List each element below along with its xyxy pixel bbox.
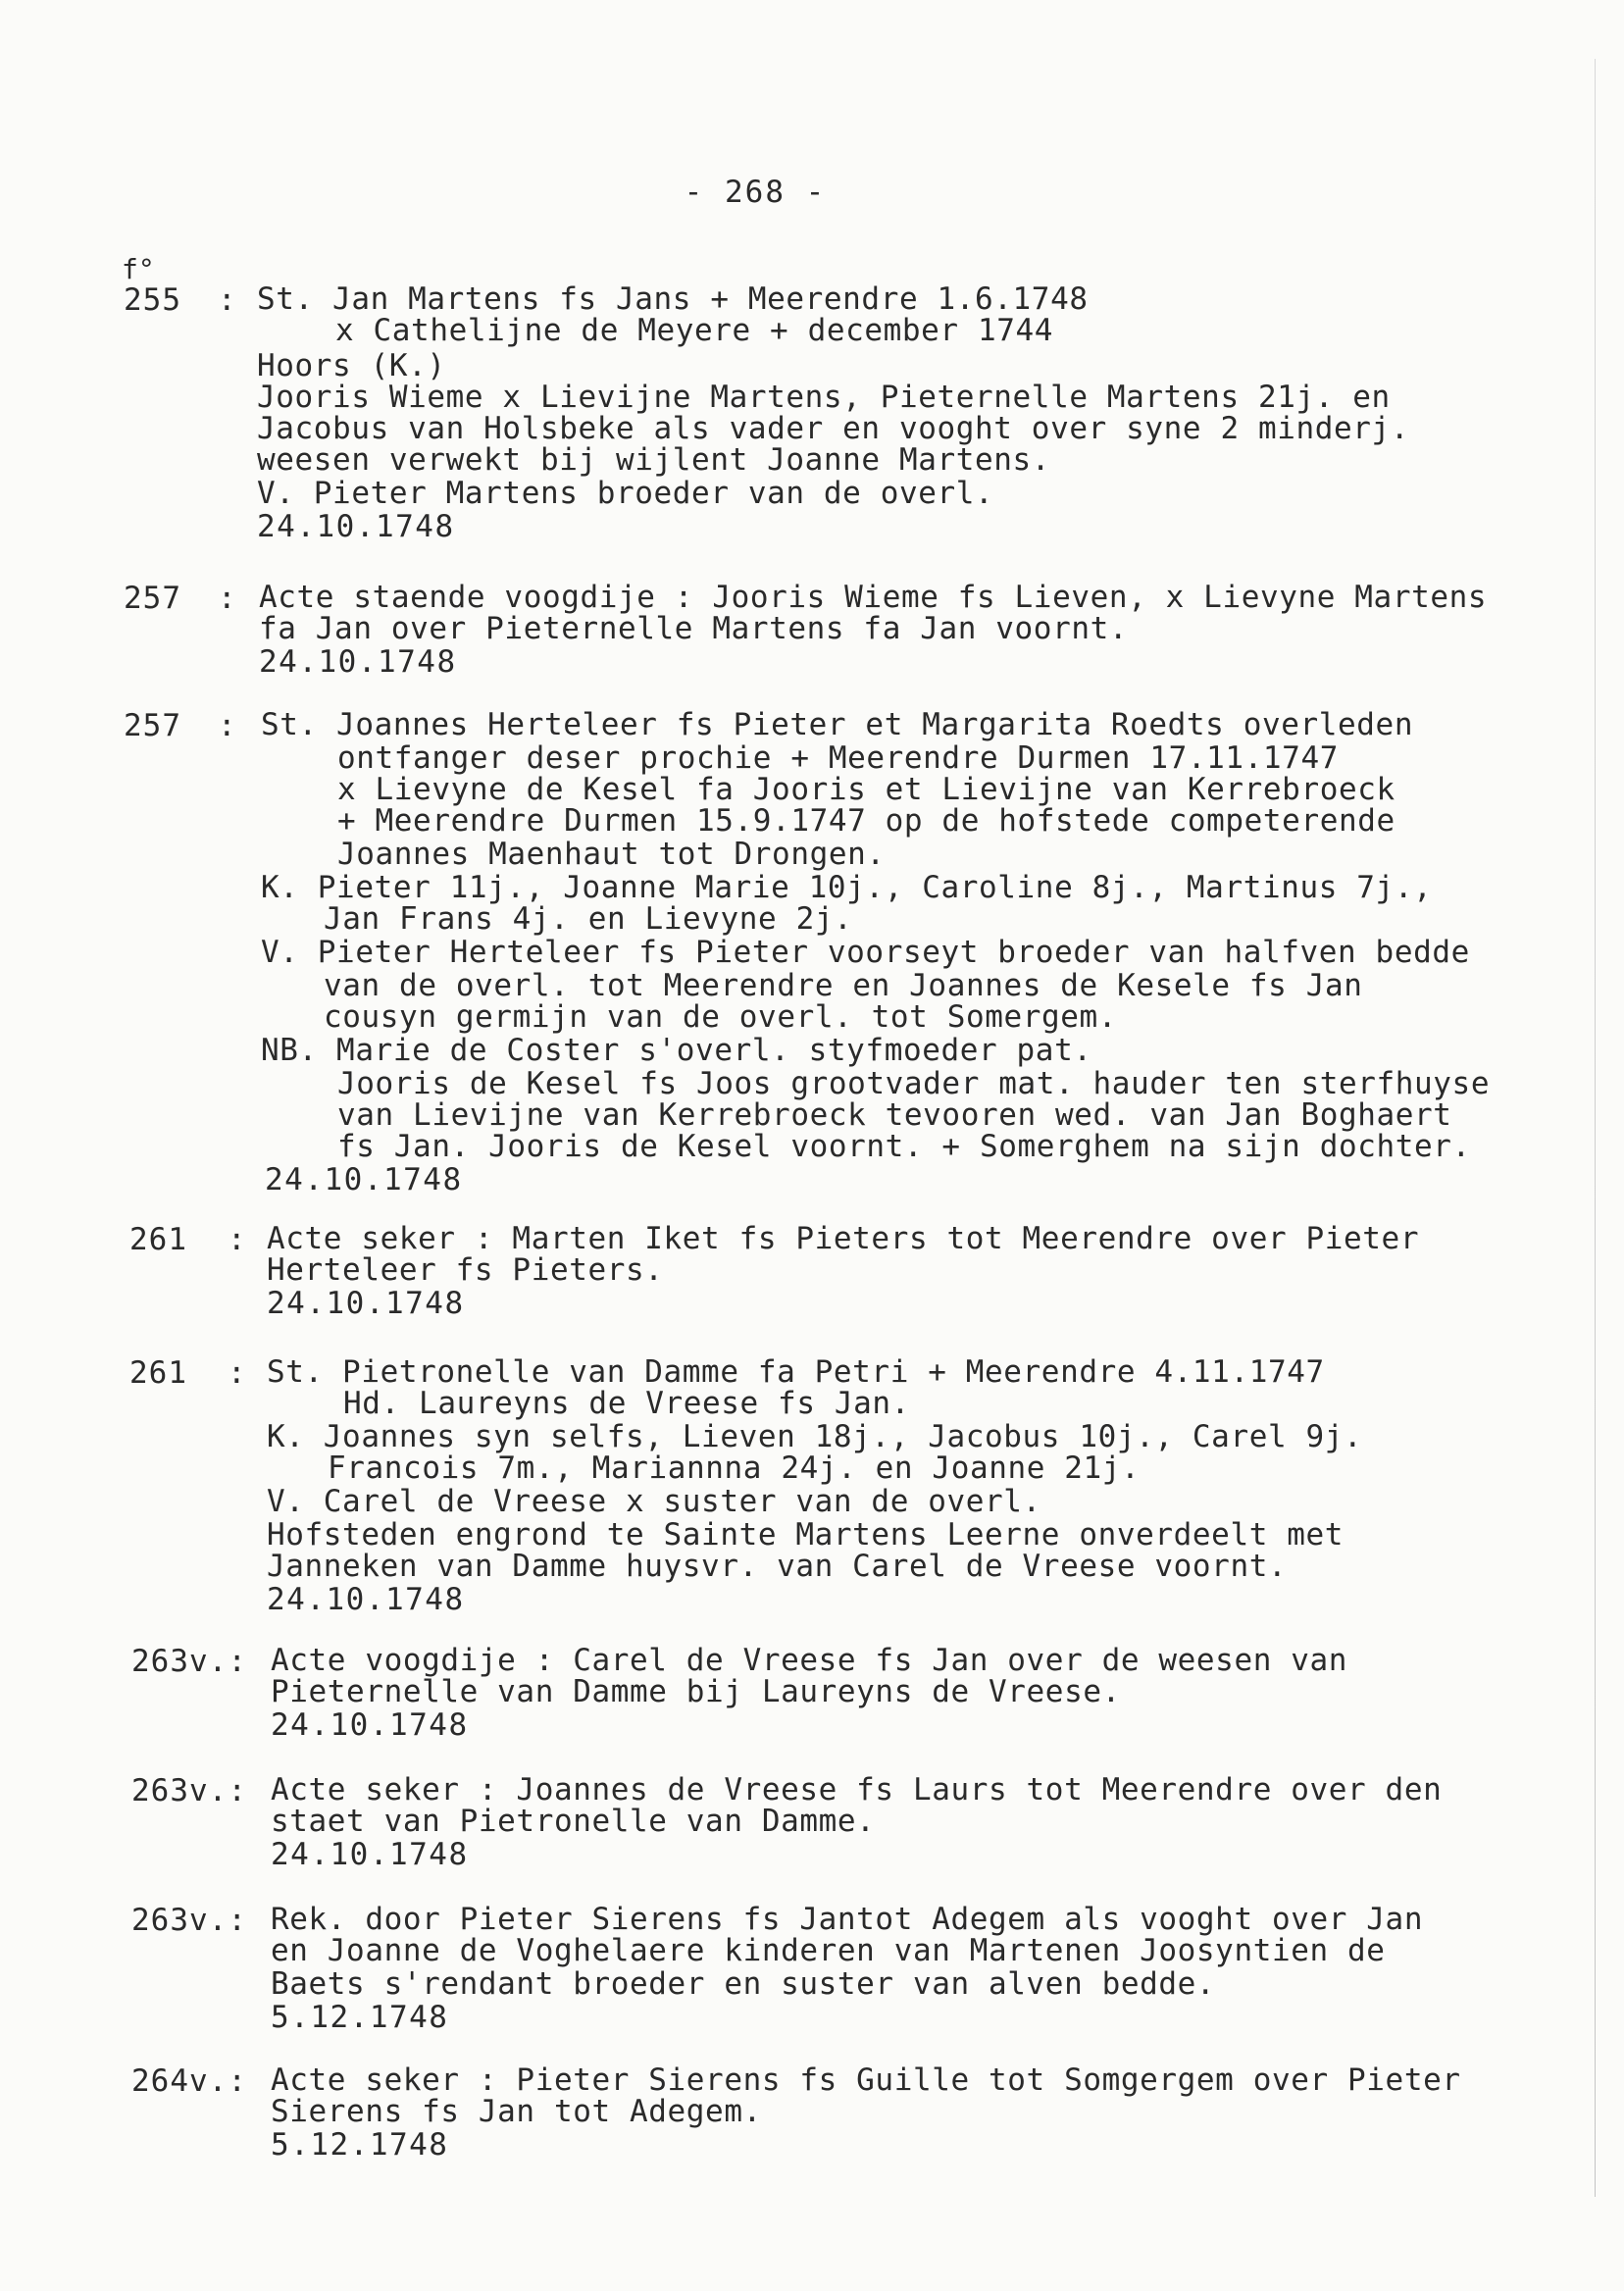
entry-line: van de overl. tot Meerendre en Joannes de Kesele fs Jan (324, 968, 1363, 1003)
entry-date: 24.10.1748 (271, 1837, 469, 1872)
entry-line: St. Jan Martens fs Jans + Meerendre 1.6.1748 (257, 281, 1089, 317)
scan-edge-line (1595, 59, 1596, 2197)
entry-line: en Joanne de Voghelaere kinderen van Martenen Joosyntien de (271, 1933, 1386, 1968)
entry-line: V. Carel de Vreese x suster van de overl. (267, 1484, 1041, 1519)
entry-line: weesen verwekt bij wijlent Joanne Martens. (257, 442, 1051, 478)
entry-line: St. Joannes Herteleer fs Pieter et Margarita Roedts overleden (261, 707, 1414, 742)
entry-line: Hd. Laureyns de Vreese fs Jan. (343, 1386, 910, 1421)
page-number: - 268 - (684, 175, 827, 210)
folio-marker: f° (122, 253, 155, 285)
folio-number: 263v.: (131, 1773, 247, 1808)
entry-line: cousyn germijn van de overl. tot Somergem. (324, 999, 1118, 1035)
entry-line: Baets s'rendant broeder en suster van alven bedde. (271, 1966, 1216, 2002)
entry-line: x Cathelijne de Meyere + december 1744 (335, 313, 1054, 348)
entry-date: 24.10.1748 (257, 509, 455, 544)
entry-line: Jooris Wieme x Lievijne Martens, Pieternelle Martens 21j. en (257, 380, 1391, 415)
entry-line: Hofsteden engrond te Sainte Martens Leerne onverdeelt met (267, 1517, 1345, 1553)
entry-line: + Meerendre Durmen 15.9.1747 op de hofstede competerende (337, 803, 1396, 839)
entry-line: fs Jan. Jooris de Kesel voornt. + Somerghem na sijn dochter. (337, 1129, 1471, 1164)
entry-line: Acte seker : Joannes de Vreese fs Laurs tot Meerendre over den (271, 1772, 1443, 1807)
entry-line: Hoors (K.) (257, 348, 446, 383)
entry-date: 5.12.1748 (271, 2000, 449, 2035)
entry-line: staet van Pietronelle van Damme. (271, 1804, 876, 1839)
entry-line: Acte seker : Pieter Sierens fs Guille tot Somgergem over Pieter (271, 2062, 1461, 2098)
entry-line: V. Pieter Herteleer fs Pieter voorseyt broeder van halfven bedde (261, 935, 1470, 970)
entry-line: Jacobus van Holsbeke als vader en vooght over syne 2 minderj. (257, 411, 1410, 446)
folio-number: 257 (124, 581, 181, 616)
entry-line: Jan Frans 4j. en Lievyne 2j. (324, 901, 853, 937)
entry-line: Herteleer fs Pieters. (267, 1252, 664, 1288)
colon: : (228, 1355, 246, 1391)
colon: : (218, 282, 236, 318)
entry-line: K. Joannes syn selfs, Lieven 18j., Jacobus 10j., Carel 9j. (267, 1419, 1363, 1454)
entry-line: K. Pieter 11j., Joanne Marie 10j., Caroline 8j., Martinus 7j., (261, 870, 1433, 905)
entry-line: Francois 7m., Mariannna 24j. en Joanne 21j. (328, 1451, 1141, 1486)
folio-number: 257 (124, 708, 181, 743)
entry-line: Sierens fs Jan tot Adegem. (271, 2094, 762, 2129)
entry-line: Janneken van Damme huysvr. van Carel de Vreese voornt. (267, 1549, 1288, 1584)
entry-line: V. Pieter Martens broeder van de overl. (257, 476, 994, 511)
colon: : (218, 581, 236, 616)
colon: : (218, 708, 236, 743)
entry-date: 24.10.1748 (259, 644, 457, 680)
folio-number: 261 (129, 1355, 187, 1391)
folio-number: 263v.: (131, 1903, 247, 1938)
entry-date: 5.12.1748 (271, 2127, 449, 2163)
folio-number: 255 (124, 282, 181, 318)
entry-date: 24.10.1748 (265, 1162, 463, 1197)
folio-number: 264v.: (131, 2063, 247, 2099)
entry-date: 24.10.1748 (267, 1582, 465, 1617)
entry-line: van Lievijne van Kerrebroeck tevooren wed. van Jan Boghaert (337, 1097, 1452, 1133)
colon: : (228, 1222, 246, 1257)
entry-line: Rek. door Pieter Sierens fs Jantot Adegem als vooght over Jan (271, 1902, 1424, 1937)
entry-line: NB. Marie de Coster s'overl. styfmoeder pat. (261, 1033, 1092, 1068)
entry-line: x Lievyne de Kesel fa Jooris et Lievijne van Kerrebroeck (337, 772, 1396, 807)
entry-line: Acte seker : Marten Iket fs Pieters tot Meerendre over Pieter (267, 1221, 1420, 1256)
entry-line: Acte voogdije : Carel de Vreese fs Jan over de weesen van (271, 1643, 1348, 1678)
folio-number: 263v.: (131, 1644, 247, 1679)
entry-line: Acte staende voogdije : Jooris Wieme fs Lieven, x Lievyne Martens (259, 580, 1488, 615)
entry-line: Joannes Maenhaut tot Drongen. (337, 837, 886, 872)
folio-number: 261 (129, 1222, 187, 1257)
entry-line: fa Jan over Pieternelle Martens fa Jan voornt. (259, 611, 1129, 646)
entry-line: ontfanger deser prochie + Meerendre Durmen 17.11.1747 (337, 740, 1339, 776)
entry-line: Jooris de Kesel fs Joos grootvader mat. hauder ten sterfhuyse (337, 1066, 1491, 1101)
entry-date: 24.10.1748 (271, 1707, 469, 1743)
entry-line: St. Pietronelle van Damme fa Petri + Meerendre 4.11.1747 (267, 1354, 1325, 1390)
entry-line: Pieternelle van Damme bij Laureyns de Vreese. (271, 1674, 1121, 1709)
entry-date: 24.10.1748 (267, 1286, 465, 1321)
